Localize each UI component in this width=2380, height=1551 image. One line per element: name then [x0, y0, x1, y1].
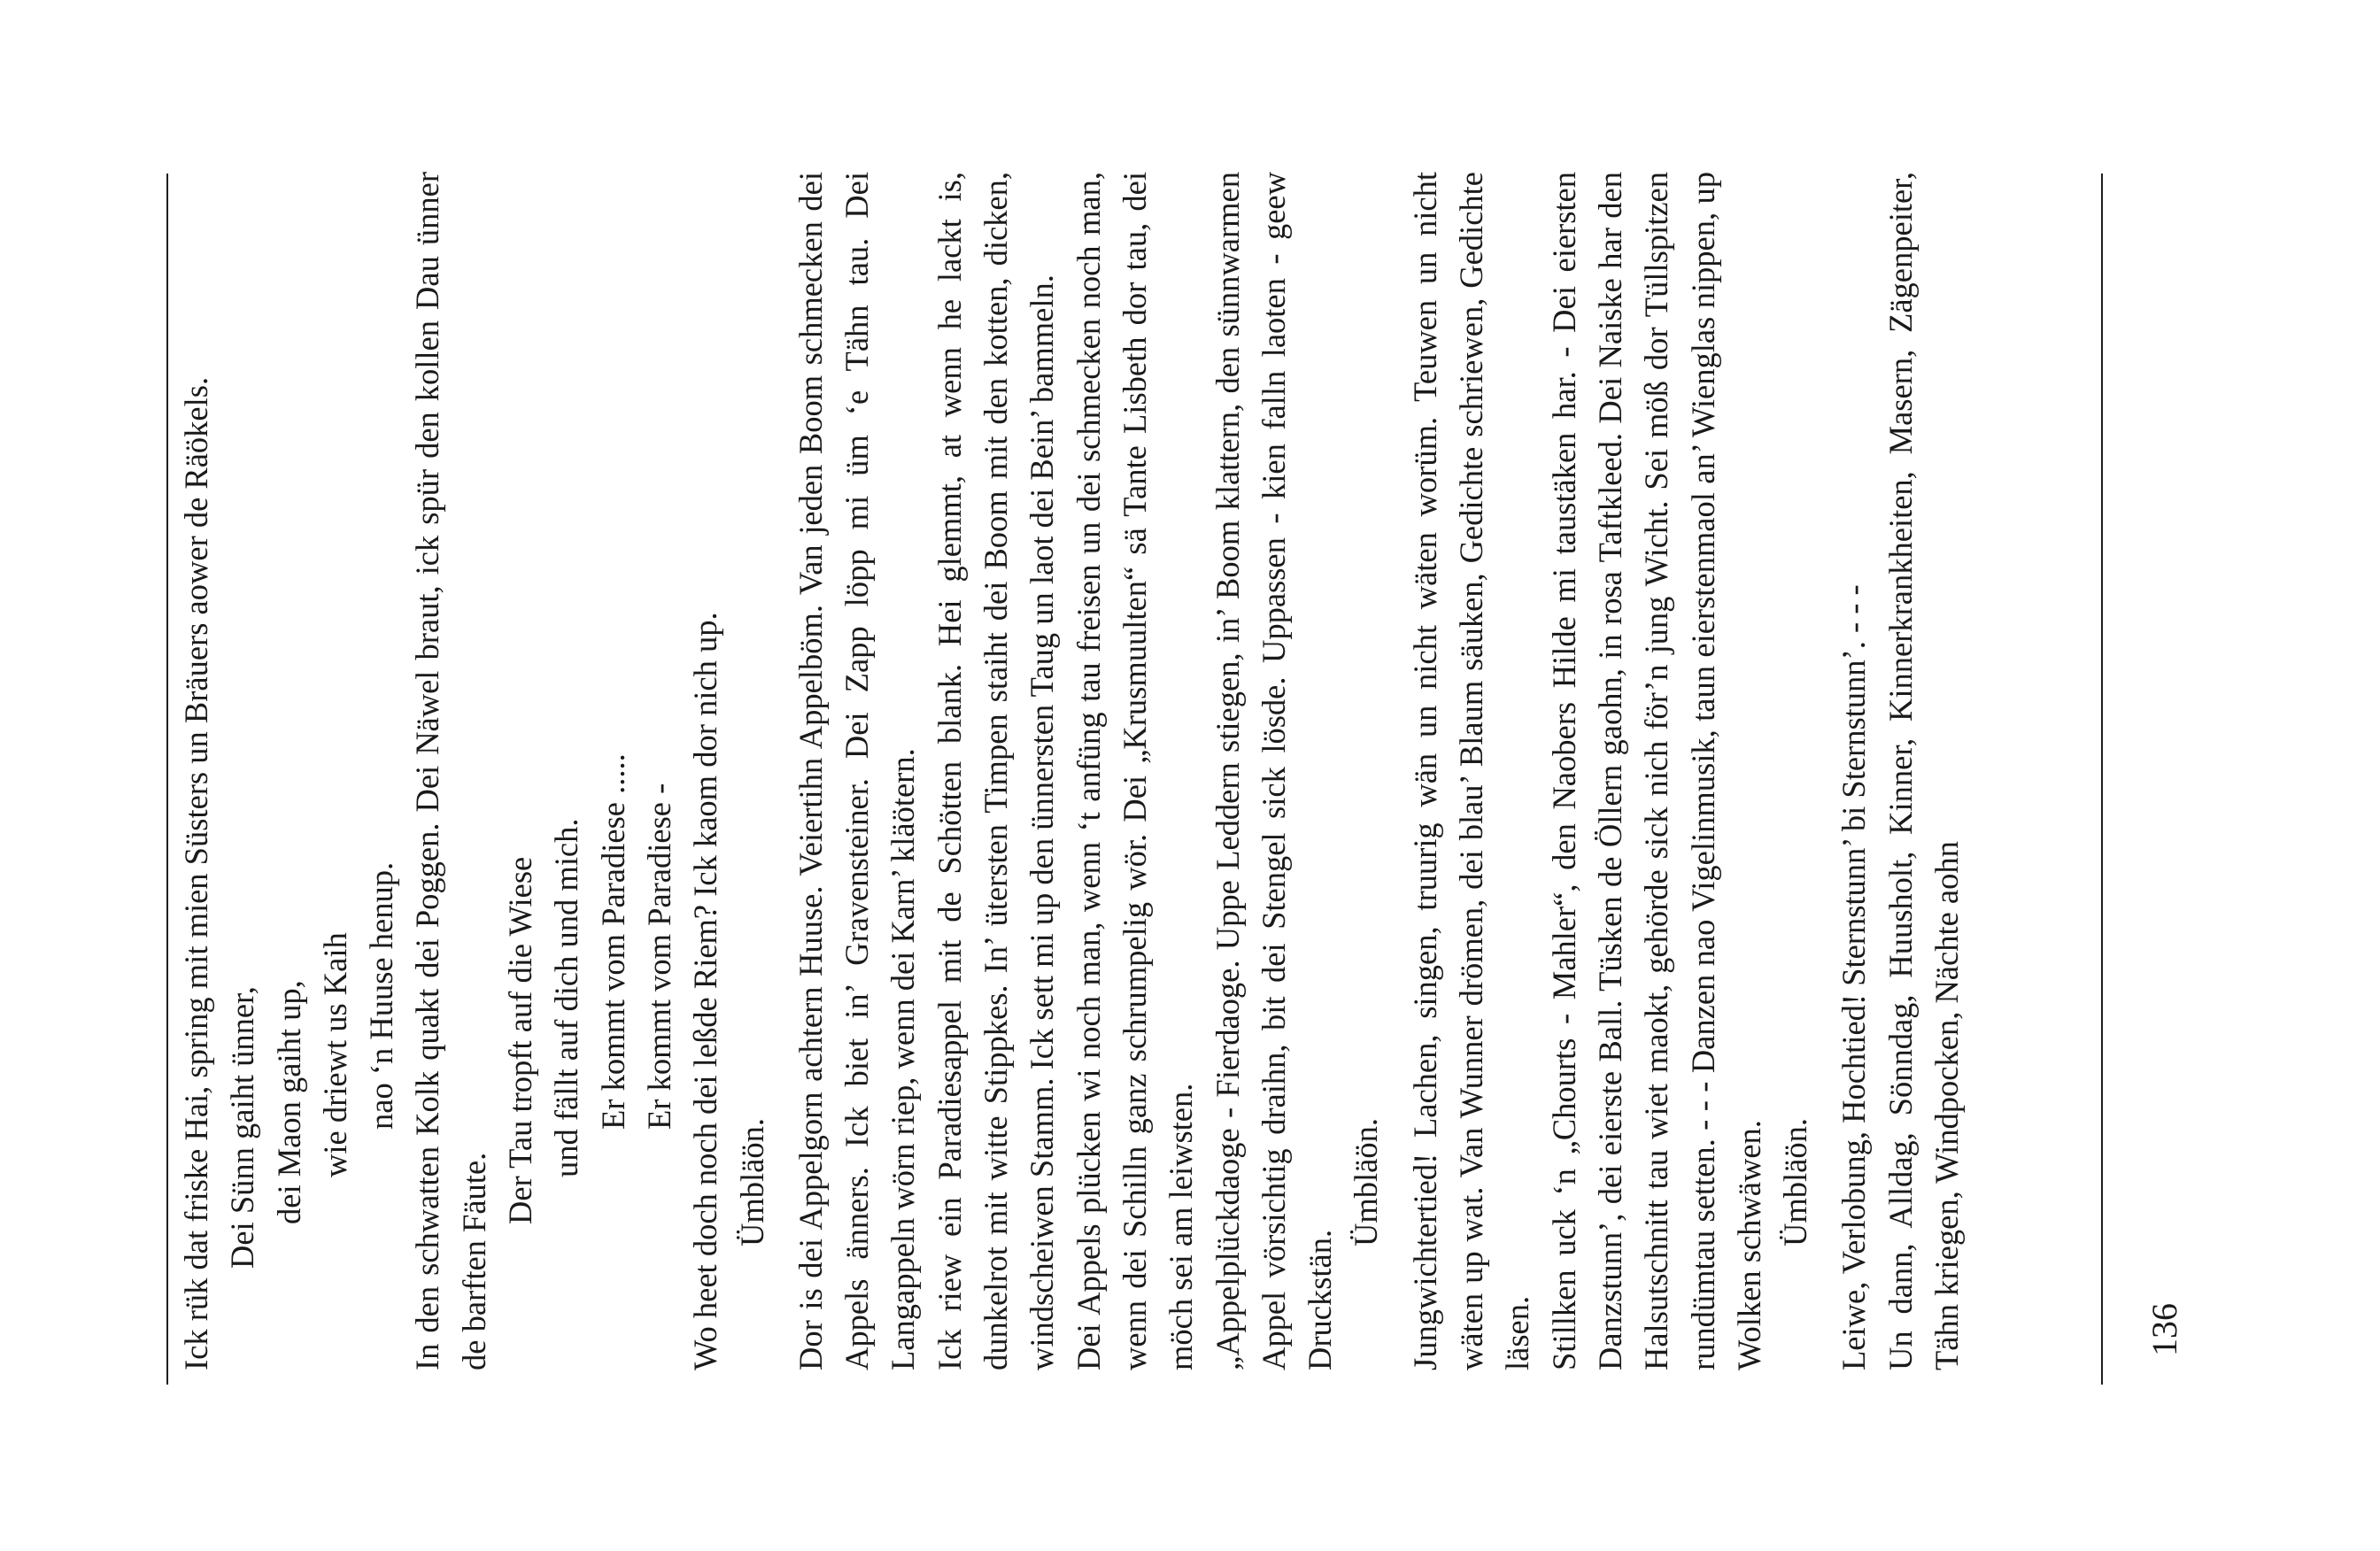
verse-line: Er kommt vom Paradiese .....	[594, 753, 631, 1130]
top-rule	[166, 174, 168, 1385]
verse-line: Er kommt vom Paradiese -	[640, 783, 677, 1130]
paragraph: Leiwe, Verlobung, Hochtied! Sternstunn’ bi Sternstunn’. - - -	[1835, 584, 1873, 1370]
verse-line: Der Tau tropft auf die Wiese	[502, 856, 539, 1224]
paragraph: Dei Appels plücken wi noch man, wenn ‘t anfüng tau freisen un dei schmecken noch man, wenn dei Schilln ganz schrumpelig wör. Dei „Krusmuulten“ sä Tante Lisbeth dor tau, dei möch sei am leiwsten.	[1070, 172, 1200, 1370]
text-column	[174, 172, 1970, 1370]
verse-line: wie driewt us Kaih	[316, 932, 353, 1177]
paragraph: Dor is dei Appelgorn achtern Huuse. Veiertihn Appelböm. Van jeden Boom schmecken dei Appels änners. Ick biet in’ Gravensteiner. Dei Zapp löpp mi üm ‘e Tähn tau. Dei Langappeln wörn riep, wenn dei Karn’ kläötern.	[792, 172, 922, 1370]
paragraph: Ick rük dat friske Hai, spring mit mien Süsters un Bräuers aower de Räökels.	[178, 376, 214, 1370]
verse-line: Ümbläön.	[1348, 1118, 1385, 1246]
verse-line: und fällt auf dich und mich.	[548, 818, 585, 1177]
page-number: 136	[2144, 1303, 2184, 1356]
paragraph: Wo heet doch noch dei leßde Riem? Ick kaom dor nich up.	[687, 612, 724, 1370]
paragraph: In den schwatten Kolk quakt dei Poggen. Dei Näwel braut, ick spür den kollen Dau ünner de barften Fäute.	[409, 172, 492, 1370]
bottom-rule	[2101, 174, 2103, 1385]
paragraph: Stillken uck ‘n „Chourts - Mahler“, den Naobers Hilde mi taustäken har. - Dei eiersten Danzstunn’, dei eierste Ball. Tüsken de Öllern gaohn, in rosa Taftkleed. Dei Naiske har den Halsutschnitt tau wiet maokt, gehörde sick nich för’n jung Wicht. Sei möß dor Tüllspitzen rundümtau setten. - - - Danzen nao Vigelinmusik, taun eierstenmaol an’ Wienglas nippen, up Wolken schwäwen.	[1545, 172, 1767, 1370]
paragraph: Un dann, Alldag, Sönndag, Huusholt, Kinner, Kinnerkrankheiten, Masern, Zägenpeiter, Tähn kriegen, Windpocken, Nächte aohn	[1882, 172, 1965, 1370]
verse-line: Dei Sünn gaiht ünner,	[224, 986, 261, 1269]
verse-line: nao ‘n Huuse henup.	[363, 861, 400, 1130]
verse-line: dei Maon gaiht up,	[270, 980, 307, 1224]
paragraph: „Appelplückdaoge - Fierdaoge. Uppe Leddern stiegen, in’ Boom klattern, den sünnwarmen Appel vörsichtig draihn, bit dei Stengel sick lösde. Uppassen - kien falln laoten - geew Druckstän.	[1209, 172, 1339, 1370]
verse-line: Ümbläön.	[733, 1118, 770, 1246]
paragraph: Jungwichtertied! Lachen, singen, truurig wän un nicht wäten worüm. Teuwen un nicht wäten up wat. Van Wunner drömen, dei blau’ Blaum säuken, Gedichte schriewen, Gedichte läsen.	[1406, 172, 1536, 1370]
paragraph: Ick riew ein Paradiesappel mit de Schötten blank. Hei glemmt, at wenn he lackt is, dunkelrot mit witte Stippkes. In’ ütersten Timpen staiht dei Boom mit den kotten, dicken, windscheiwen Stamm. Ick sett mi up den ünnersten Taug un laot dei Bein’ bammeln.	[931, 172, 1061, 1370]
verse-line: Ümbläön.	[1777, 1118, 1814, 1246]
